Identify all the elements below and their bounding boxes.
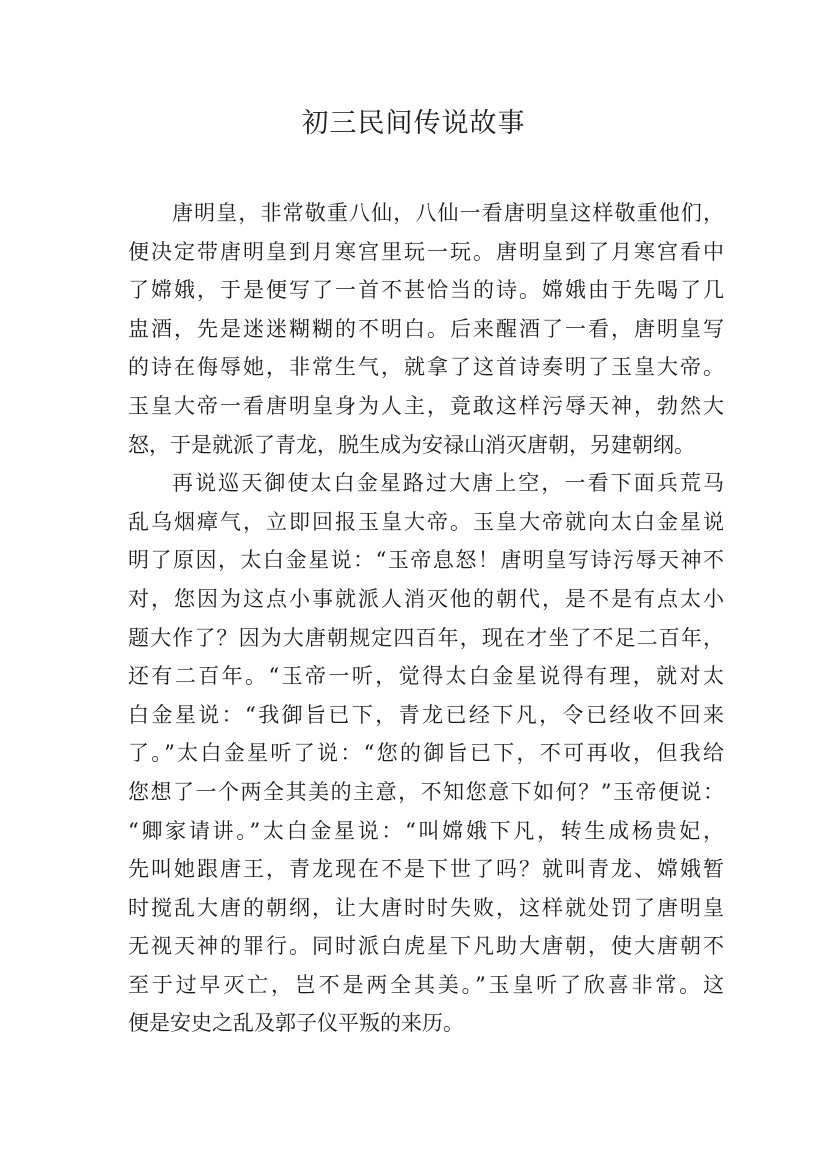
text-line: 至于过早灭亡，岂不是两全其美。”玉皇听了欣喜非常。这 [128, 972, 724, 997]
text-line: 怒，于是就派了青龙，脱生成为安禄山消灭唐朝，另建朝纲。 [128, 432, 695, 457]
text-line: 玉皇大帝一看唐明皇身为人主，竟敢这样污辱天神，勃然大 [128, 393, 724, 418]
text-line: 乱乌烟瘴气，立即回报玉皇大帝。玉皇大帝就向太白金星说 [128, 509, 724, 534]
text-line: 题大作了？因为大唐朝规定四百年，现在才坐了不足二百年， [128, 625, 724, 650]
text-line: 了嫦娥，于是便写了一首不甚恰当的诗。嫦娥由于先喝了几 [128, 278, 724, 303]
text-line: 还有二百年。“玉帝一听，觉得太白金星说得有理，就对太 [128, 664, 724, 689]
text-line: 您想了一个两全其美的主意，不知您意下如何？”玉帝便说： [128, 779, 724, 804]
text-line: 的诗在侮辱她，非常生气，就拿了这首诗奏明了玉皇大帝。 [128, 355, 724, 380]
text-line: “卿家请讲。”太白金星说：“叫嫦娥下凡，转生成杨贵妃， [128, 818, 724, 843]
text-line: 对，您因为这点小事就派人消灭他的朝代，是不是有点太小 [128, 586, 724, 611]
document-body [128, 194, 724, 1043]
text-line: 时搅乱大唐的朝纲，让大唐时时失败，这样就处罚了唐明皇 [128, 895, 724, 920]
document-title: 初三民间传说故事 [301, 108, 526, 139]
text-line: 盅酒，先是迷迷糊糊的不明白。后来醒酒了一看，唐明皇写 [128, 316, 724, 341]
text-line: 再说巡天御使太白金星路过大唐上空，一看下面兵荒马 [172, 471, 724, 496]
text-line: 便决定带唐明皇到月寒宫里玩一玩。唐明皇到了月寒宫看中 [128, 239, 724, 264]
text-line: 先叫她跟唐王，青龙现在不是下世了吗？就叫青龙、嫦娥暂 [128, 857, 724, 882]
text-line: 无视天神的罪行。同时派白虎星下凡助大唐朝，使大唐朝不 [128, 934, 724, 959]
text-line: 了。”太白金星听了说：“您的御旨已下，不可再收，但我给 [128, 741, 724, 766]
text-line: 白金星说：“我御旨已下，青龙已经下凡，令已经收不回来 [128, 702, 724, 727]
text-line: 唐明皇，非常敬重八仙，八仙一看唐明皇这样敬重他们， [172, 201, 724, 225]
text-line: 便是安史之乱及郭子仪平叛的来历。 [128, 1011, 464, 1036]
text-line: 明了原因，太白金星说：“玉帝息怒！唐明皇写诗污辱天神不 [128, 548, 724, 573]
